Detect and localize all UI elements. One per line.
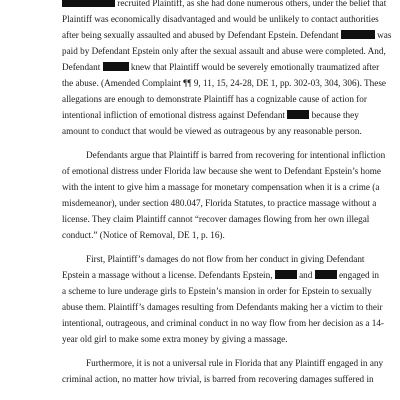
text-segment: engaged in — [336, 270, 380, 280]
text-segment: First, Plaintiff’s damages do not flow from her conduct in giving Defendant — [86, 254, 365, 264]
text-segment: Epstein a massage without a license. Defendants Epstein, — [62, 270, 273, 280]
paragraph-start-line — [86, 358, 383, 369]
text-segment: knew that Plaintiff would be severely emotionally traumatized after — [128, 62, 380, 72]
text-line — [62, 270, 379, 281]
text-segment: with the intent to give him a massage for monetary compensation when it is a crime (a — [62, 182, 380, 192]
text-line — [62, 214, 369, 225]
text-segment: Defendants argue that Plaintiff is barred from recovering for intentional infliction — [86, 150, 386, 160]
text-segment: because they — [309, 110, 359, 120]
redaction-bar — [315, 270, 337, 279]
text-segment: amount to conduct that would be viewed as outrageous by any reasonable person. — [62, 126, 362, 136]
text-line — [62, 182, 379, 193]
redaction-bar — [275, 270, 297, 279]
text-segment: license. They claim Plaintiff cannot “recover damages flowing from her own illegal — [62, 214, 370, 224]
text-line — [62, 30, 391, 41]
text-segment: after being sexually assaulted and abused by Defendant Epstein. Defendant — [62, 30, 339, 40]
redaction-bar — [62, 0, 115, 7]
text-line — [62, 230, 225, 241]
redaction-bar — [103, 62, 129, 71]
text-line — [62, 14, 379, 25]
text-segment: and — [296, 270, 313, 280]
text-segment: conduct.” (Notice of Removal, DE 1, p. 16). — [62, 230, 225, 240]
text-line — [62, 318, 384, 329]
redaction-bar — [287, 110, 309, 119]
text-line — [62, 302, 383, 313]
text-line — [62, 46, 386, 57]
text-segment: year old girl to make some extra money by giving a massage. — [62, 334, 288, 344]
text-segment: paid by Defendant Epstein only after the sexual assault and abuse were completed. And, — [62, 46, 386, 56]
text-line — [62, 94, 367, 105]
text-line — [62, 62, 379, 73]
text-line — [62, 166, 381, 177]
text-segment: was — [374, 30, 392, 40]
text-segment: criminal action, no matter how trivial, is barred from recovering damages suffered in — [62, 374, 374, 384]
text-segment: Defendant — [62, 62, 101, 72]
text-line — [62, 126, 362, 137]
text-segment: abuse them. Plaintiff’s damages resulting from Defendants making her a victim to their — [62, 302, 383, 312]
text-segment: intentional infliction of emotional distress against Defendant — [62, 110, 285, 120]
redaction-bar — [341, 30, 375, 39]
text-line — [62, 110, 359, 121]
text-segment: the abuse. (Amended Complaint ¶¶ 9, 11, 15, 24-28, DE 1, pp. 302-03, 304, 306). These — [62, 78, 386, 88]
text-segment: a scheme to lure underage girls to Epstein’s mansion in order for Epstein to sexually — [62, 286, 372, 296]
text-line — [62, 78, 386, 89]
paragraph-start-line — [86, 150, 385, 161]
text-segment: misdemeanor), under section 480.047, Florida Statutes, to practice massage without a — [62, 198, 377, 208]
text-segment: Plaintiff was economically disadvantaged and would be unlikely to contact authorities — [62, 14, 379, 24]
text-line — [62, 0, 386, 9]
text-segment: Furthermore, it is not a universal rule in Florida that any Plaintiff engaged in any — [86, 358, 384, 368]
text-line — [62, 374, 374, 385]
text-line — [62, 286, 372, 297]
text-segment: allegations are enough to demonstrate Plaintiff has a cognizable cause of action for — [62, 94, 367, 104]
text-line — [62, 198, 376, 209]
paragraph-start-line — [86, 254, 364, 265]
text-line — [62, 334, 288, 345]
text-segment: recruited Plaintiff, as she had done numerous others, under the belief that — [117, 0, 387, 8]
text-segment: intentional, outrageous, and criminal conduct in no way flow from her decision as a 14- — [62, 318, 384, 328]
text-segment: of emotional distress under Florida law because she went to Defendant Epstein’s home — [62, 166, 381, 176]
